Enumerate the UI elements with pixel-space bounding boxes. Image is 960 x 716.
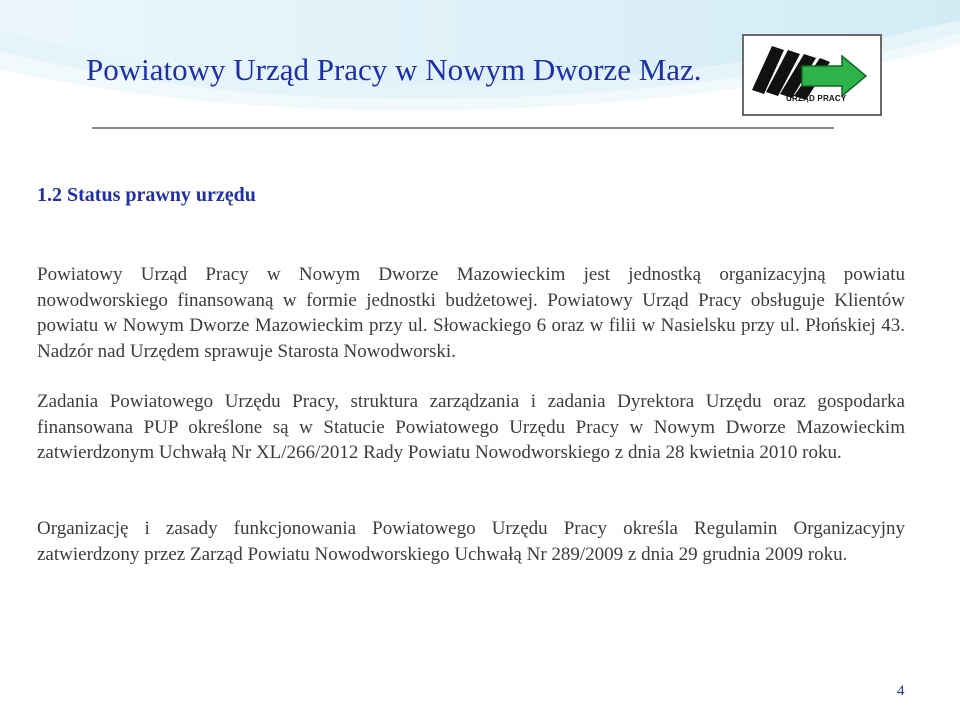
section-heading: 1.2 Status prawny urzędu [37,184,256,206]
header-divider [92,127,834,129]
paragraph-regulations: Organizację i zasady funkcjonowania Powiatowego Urzędu Pracy określa Regulamin Organizacyjny zatwierdzony przez Zarząd Powiatu Nowodworskiego Uchwałą Nr 289/2009 z dnia 29 grudnia 2009 roku. [37,518,905,565]
page-title: Powiatowy Urząd Pracy w Nowym Dworze Maz. [86,52,702,87]
office-logo [742,34,882,116]
paragraph-legal-status: Powiatowy Urząd Pracy w Nowym Dworze Mazowieckim jest jednostką organizacyjną powiatu nowodworskiego finansowaną w formie jednostki budżetowej. Powiatowy Urząd Pracy obsługuje Klientów powiatu w Nowym Dworze Mazowieckim przy ul. Słowackiego 6 oraz w filii w Nasielsku przy ul. Płońskiej 43. Nadzór nad Urzędem sprawuje Starosta Nowodworski. [37,264,905,362]
paragraph-statute: Zadania Powiatowego Urzędu Pracy, struktura zarządzania i zadania Dyrektora Urzędu oraz gospodarka finansowana PUP określone są w Statucie Powiatowego Urzędu Pracy w Nowym Dworze Mazowieckim zatwierdzonym Uchwałą Nr XL/266/2012 Rady Powiatu Nowodworskiego z dnia 28 kwietnia 2010 roku. [37,391,905,464]
logo-text: URZĄD PRACY [786,94,847,103]
page-number: 4 [897,683,905,699]
